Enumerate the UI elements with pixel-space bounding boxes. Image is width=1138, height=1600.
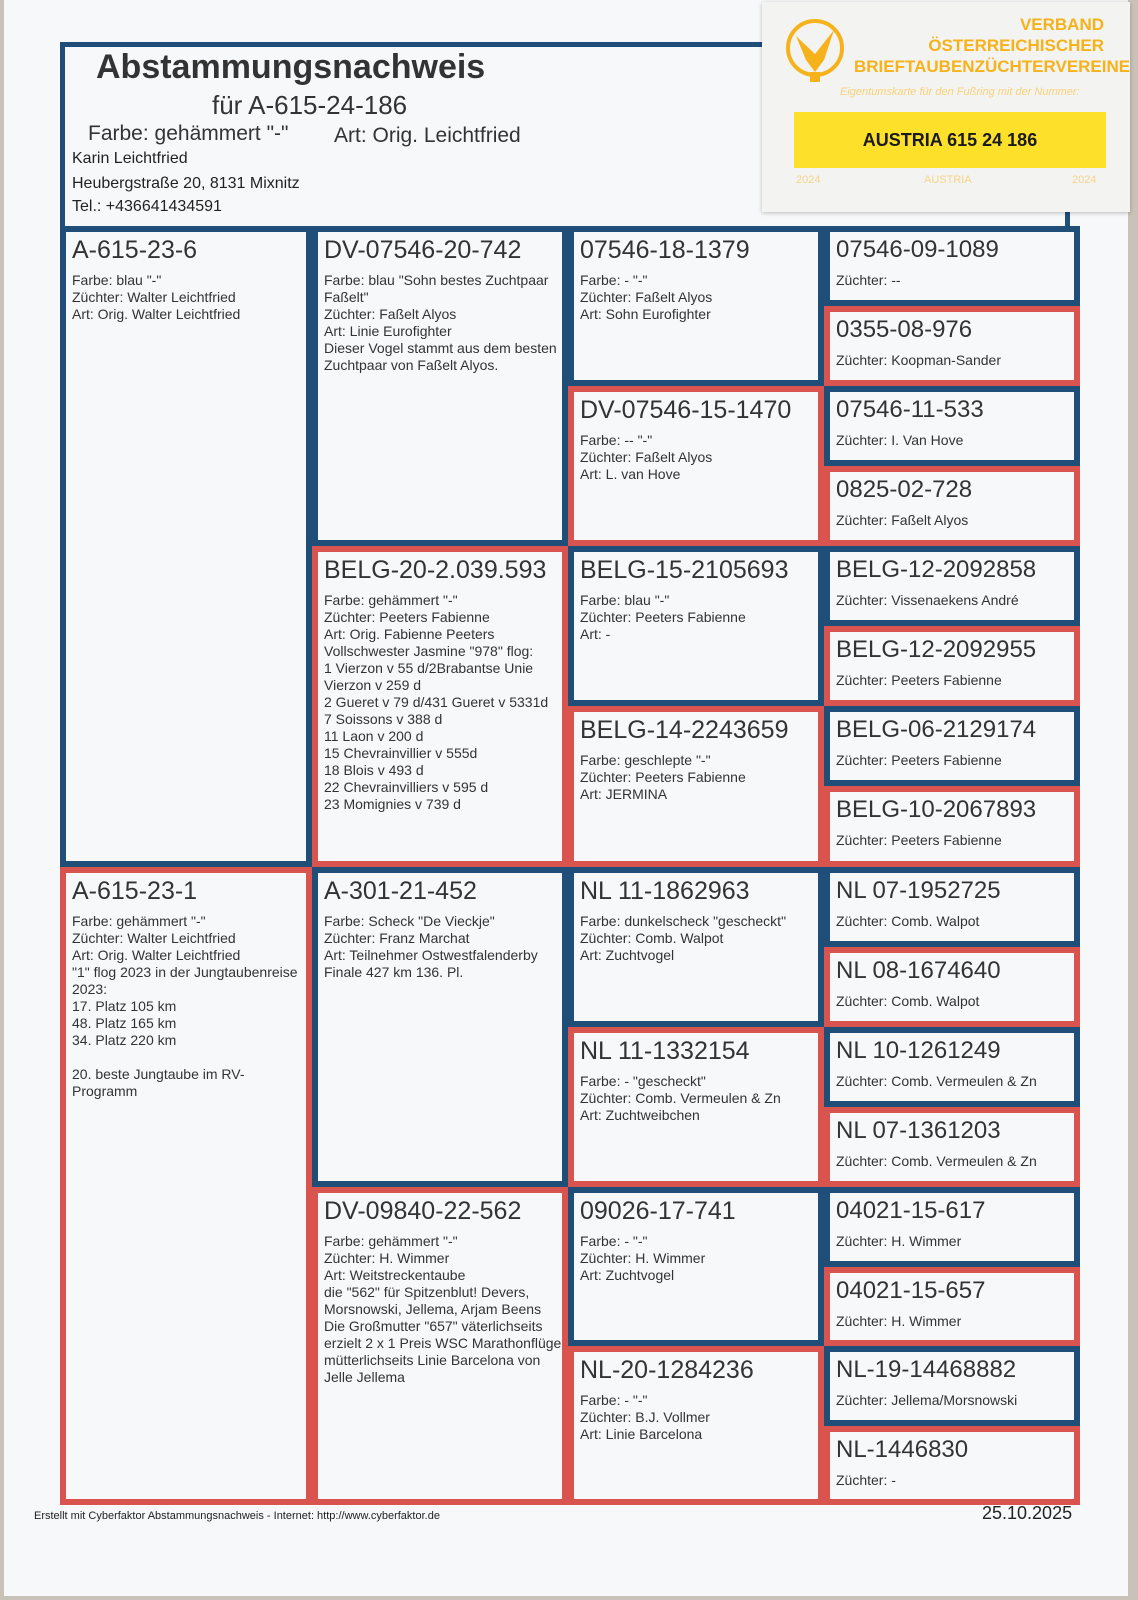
gen4-ring-11: NL 10-1261249: [836, 1037, 1001, 1064]
gen4-box-15: [824, 1346, 1080, 1426]
gen3-ring-7: 09026-17-741: [580, 1197, 736, 1225]
gen3-box-7: [568, 1187, 824, 1346]
gen4-box-4: [824, 466, 1080, 546]
gen3-box-1: [568, 226, 824, 386]
gen4-ring-4: 0825-02-728: [836, 476, 973, 503]
association-name: VERBAND ÖSTERREICHISCHER BRIEFTAUBENZÜCHTERVEREINE: [854, 15, 1131, 76]
gen4-ring-8: BELG-10-2067893: [836, 796, 1037, 823]
gen4-ring-1: 07546-09-1089: [836, 236, 999, 263]
gen3-box-3: [568, 546, 824, 706]
gen2-box-3: [312, 867, 568, 1187]
gen4-box-10: [824, 947, 1080, 1027]
dam-box: [60, 867, 312, 1505]
gen4-box-16: [824, 1426, 1080, 1505]
card-country: AUSTRIA: [924, 174, 972, 186]
owner-phone: Tel.: +436641434591: [72, 198, 222, 215]
gen4-info-5: Züchter: Vissenaekens André: [836, 592, 1019, 608]
gen2-ring-4: DV-09840-22-562: [324, 1197, 522, 1225]
sire-info: Farbe: blau "-" Züchter: Walter Leichtfried Art: Orig. Walter Leichtfried: [72, 272, 241, 322]
gen4-box-14: [824, 1267, 1080, 1346]
gen4-info-13: Züchter: H. Wimmer: [836, 1233, 962, 1249]
gen2-box-1: [312, 226, 568, 546]
gen2-ring-2: BELG-20-2.039.593: [324, 556, 547, 584]
gen4-info-16: Züchter: -: [836, 1472, 896, 1488]
gen3-ring-6: NL 11-1332154: [580, 1037, 750, 1065]
gen3-ring-2: DV-07546-15-1470: [580, 396, 792, 424]
gen4-box-13: [824, 1187, 1080, 1267]
gen3-ring-5: NL 11-1862963: [580, 877, 750, 905]
gen4-ring-5: BELG-12-2092858: [836, 556, 1037, 583]
sire-ring: A-615-23-6: [72, 236, 198, 264]
gen4-box-8: [824, 786, 1080, 867]
gen4-ring-16: NL-1446830: [836, 1436, 969, 1463]
gen3-ring-8: NL-20-1284236: [580, 1356, 754, 1384]
gen4-info-3: Züchter: I. Van Hove: [836, 432, 964, 448]
gen4-ring-10: NL 08-1674640: [836, 957, 1001, 984]
gen3-info-8: Farbe: - "-" Züchter: B.J. Vollmer Art: Linie Barcelona: [580, 1392, 710, 1442]
card-subtitle: Eigentumskarte für den Fußring mit der Nummer:: [840, 86, 1080, 98]
gen3-ring-1: 07546-18-1379: [580, 236, 750, 264]
gen3-info-3: Farbe: blau "-" Züchter: Peeters Fabienne Art: -: [580, 592, 746, 642]
gen3-info-4: Farbe: geschlepte "-" Züchter: Peeters Fabienne Art: JERMINA: [580, 752, 746, 802]
gen3-info-6: Farbe: - "gescheckt" Züchter: Comb. Vermeulen & Zn Art: Zuchtweibchen: [580, 1073, 781, 1123]
gen4-ring-6: BELG-12-2092955: [836, 636, 1037, 663]
footer-credit: Erstellt mit Cyberfaktor Abstammungsnachweis - Internet: http://www.cyberfaktor.de: [34, 1510, 440, 1522]
gen3-box-6: [568, 1027, 824, 1187]
gen4-info-9: Züchter: Comb. Walpot: [836, 913, 980, 929]
page-title: Abstammungsnachweis: [96, 48, 486, 86]
gen4-info-11: Züchter: Comb. Vermeulen & Zn: [836, 1073, 1037, 1089]
gen4-info-1: Züchter: --: [836, 272, 901, 288]
gen4-ring-14: 04021-15-657: [836, 1277, 986, 1304]
header-art: Art: Orig. Leichtfried: [334, 124, 521, 147]
gen3-box-8: [568, 1346, 824, 1505]
gen3-info-5: Farbe: dunkelscheck "gescheckt" Züchter: Comb. Walpot Art: Zuchtvogel: [580, 913, 787, 963]
gen4-ring-2: 0355-08-976: [836, 316, 973, 343]
gen4-ring-9: NL 07-1952725: [836, 877, 1001, 904]
gen4-box-6: [824, 626, 1080, 706]
dam-info: Farbe: gehämmert "-" Züchter: Walter Leichtfried Art: Orig. Walter Leichtfried "1" flog 2023 in der Jungtaubenreise 2023: 17. Platz 105 km 48. Platz 165 km 34. Platz 220 km 20. beste Jungtaube im RV-Programm: [72, 913, 298, 1099]
gen3-box-2: [568, 386, 824, 546]
gen3-info-7: Farbe: - "-" Züchter: H. Wimmer Art: Zuchtvogel: [580, 1233, 706, 1283]
gen4-info-7: Züchter: Peeters Fabienne: [836, 752, 1002, 768]
gen4-box-1: [824, 226, 1080, 306]
pigeon-logo-icon: [784, 16, 846, 84]
gen4-info-8: Züchter: Peeters Fabienne: [836, 832, 1002, 848]
gen4-ring-13: 04021-15-617: [836, 1197, 986, 1224]
card-year-left: 2024: [796, 174, 821, 186]
gen3-box-4: [568, 706, 824, 867]
gen3-ring-4: BELG-14-2243659: [580, 716, 789, 744]
owner-name: Karin Leichtfried: [72, 150, 188, 167]
gen4-info-12: Züchter: Comb. Vermeulen & Zn: [836, 1153, 1037, 1169]
gen4-info-15: Züchter: Jellema/Morsnowski: [836, 1392, 1018, 1408]
gen2-info-4: Farbe: gehämmert "-" Züchter: H. Wimmer Art: Weitstreckentaube die "562" für Spitzenblut! Devers, Morsnowski, Jellema, Arjam Beens Die Großmutter "657" väterlichseits erzielt 2 x 1 Preis WSC Marathonflüge mütterlichseits Linie Barcelona von Jelle Jellema: [324, 1233, 562, 1385]
card-year-right: 2024: [1072, 174, 1097, 186]
card-ring-number: AUSTRIA 615 24 186: [794, 112, 1106, 168]
gen2-info-3: Farbe: Scheck "De Vieckje" Züchter: Franz Marchat Art: Teilnehmer Ostwestfalenderby Finale 427 km 136. Pl.: [324, 913, 538, 980]
owner-address: Heubergstraße 20, 8131 Mixnitz: [72, 175, 300, 192]
gen4-box-2: [824, 306, 1080, 386]
header-farbe: Farbe: gehämmert "-": [88, 122, 289, 145]
gen4-box-9: [824, 867, 1080, 947]
gen4-box-3: [824, 386, 1080, 466]
gen4-ring-15: NL-19-14468882: [836, 1356, 1017, 1383]
gen4-info-4: Züchter: Faßelt Alyos: [836, 512, 969, 528]
dam-ring: A-615-23-1: [72, 877, 198, 905]
gen4-box-12: [824, 1107, 1080, 1187]
gen2-info-1: Farbe: blau "Sohn bestes Zuchtpaar Faßelt" Züchter: Faßelt Alyos Art: Linie Eurofighter Dieser Vogel stammt aus dem besten Zuchtpaar von Faßelt Alyos.: [324, 272, 557, 373]
gen2-ring-1: DV-07546-20-742: [324, 236, 522, 264]
gen4-box-7: [824, 706, 1080, 786]
gen3-info-1: Farbe: - "-" Züchter: Faßelt Alyos Art: Sohn Eurofighter: [580, 272, 713, 322]
gen4-ring-12: NL 07-1361203: [836, 1117, 1001, 1144]
gen4-info-2: Züchter: Koopman-Sander: [836, 352, 1001, 368]
gen2-ring-3: A-301-21-452: [324, 877, 477, 905]
gen2-info-2: Farbe: gehämmert "-" Züchter: Peeters Fabienne Art: Orig. Fabienne Peeters Vollschwester Jasmine "978" flog: 1 Vierzon v 55 d/2Brabantse Unie Vierzon v 259 d 2 Gueret v 79 d/431 Gueret v 5331d 7 Soissons v 388 d 11 Laon v 200 d 15 Chevrainvillier v 555d 18 Blois v 493 d 22 Chevrainvilliers v 595 d 23 Momignies v 739 d: [324, 592, 549, 812]
sire-box: [60, 226, 312, 867]
page-subtitle: für A-615-24-186: [212, 90, 408, 120]
gen4-info-6: Züchter: Peeters Fabienne: [836, 672, 1002, 688]
gen4-box-11: [824, 1027, 1080, 1107]
gen4-box-5: [824, 546, 1080, 626]
gen4-info-10: Züchter: Comb. Walpot: [836, 993, 980, 1009]
gen4-ring-7: BELG-06-2129174: [836, 716, 1037, 743]
gen3-box-5: [568, 867, 824, 1027]
gen4-ring-3: 07546-11-533: [836, 396, 984, 423]
ownership-card: [762, 2, 1130, 212]
gen4-info-14: Züchter: H. Wimmer: [836, 1313, 962, 1329]
gen3-info-2: Farbe: -- "-" Züchter: Faßelt Alyos Art: L. van Hove: [580, 432, 713, 482]
gen2-box-4: [312, 1187, 568, 1505]
footer-date: 25.10.2025: [982, 1503, 1073, 1523]
gen2-box-2: [312, 546, 568, 867]
gen3-ring-3: BELG-15-2105693: [580, 556, 789, 584]
